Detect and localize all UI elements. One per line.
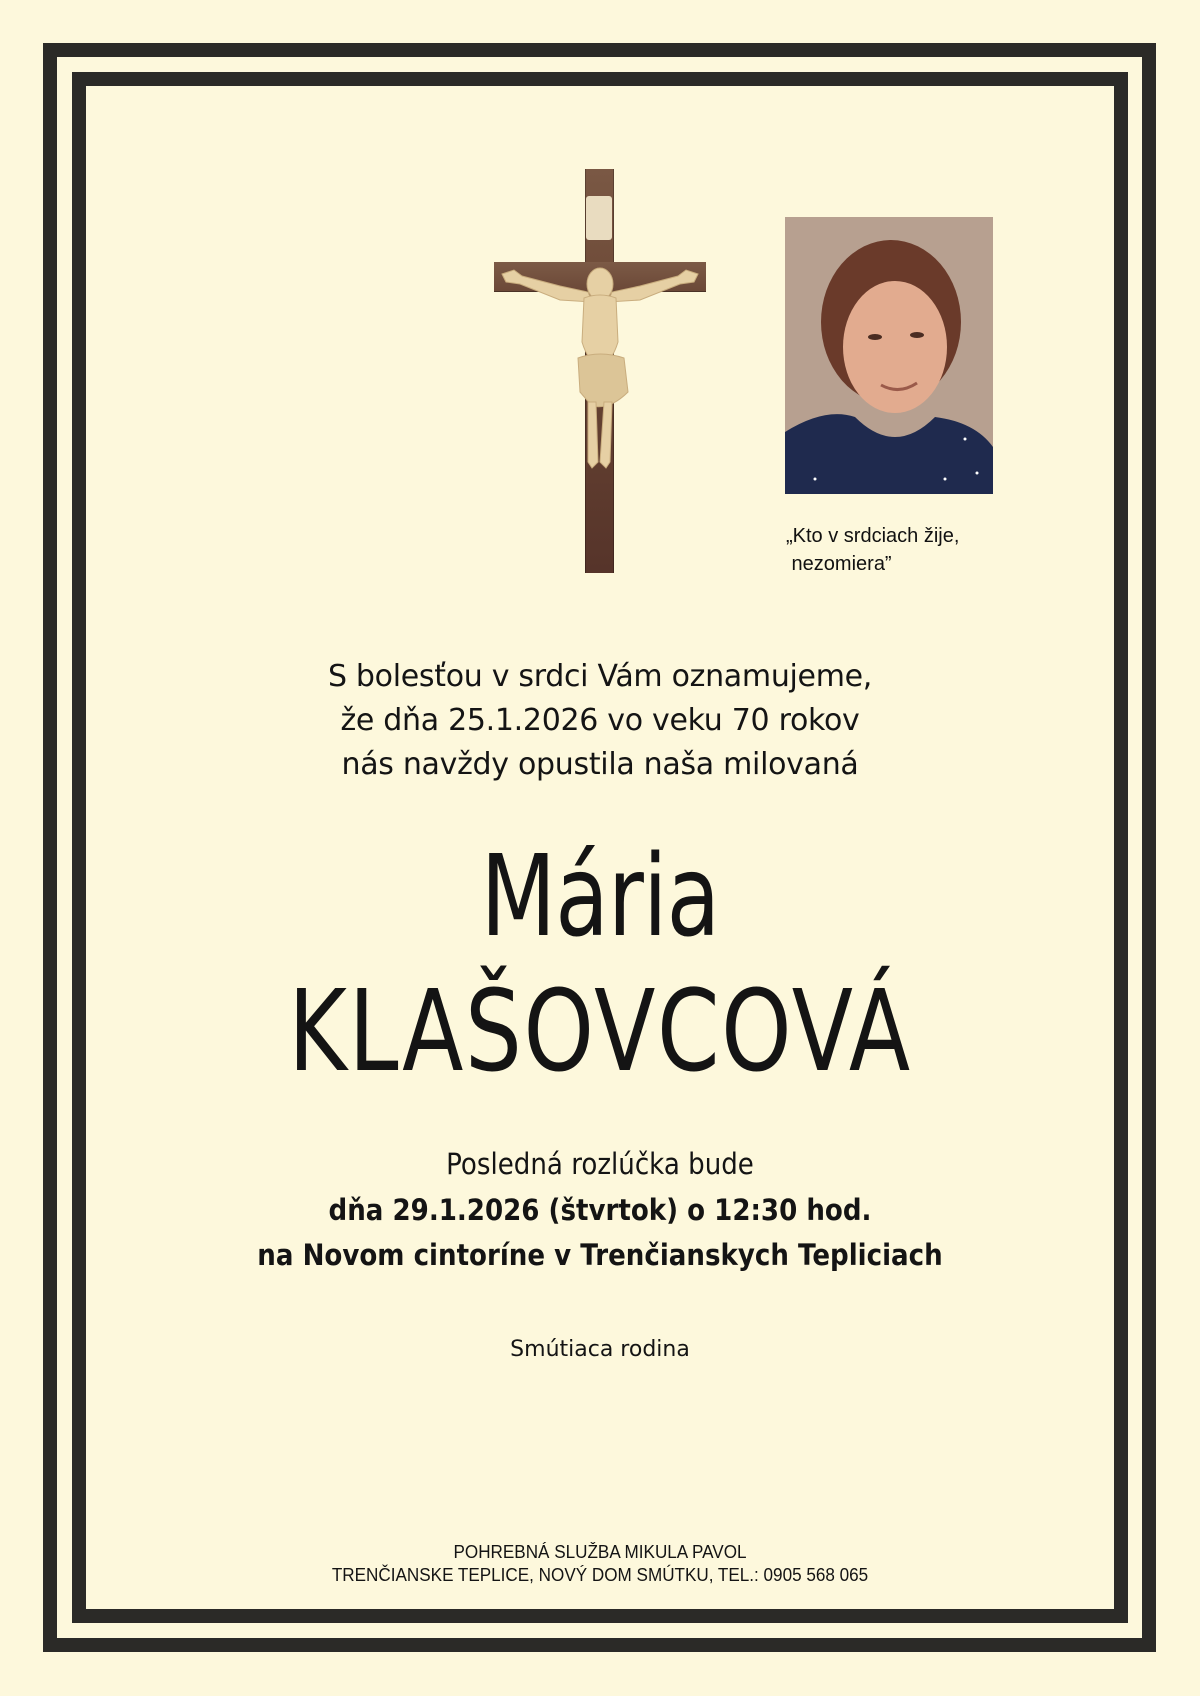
corpus-figure-icon [500, 262, 700, 472]
announcement-line-1: S bolesťou v srdci Vám oznamujeme, [327, 659, 873, 694]
announcement-line-3: nás navždy opustila naša milovaná [341, 747, 859, 782]
funeral-location: na Novom cintoríne v Trenčianskych Tepliciach [257, 1238, 943, 1272]
announcement-text [86, 655, 1114, 787]
quote-line-1: „Kto v srdciach žije, [786, 525, 960, 547]
footer-company: POHREBNÁ SLUŽBA MIKULA PAVOL [453, 1542, 747, 1562]
family-signature: Smútiaca rodina [510, 1337, 690, 1362]
portrait-photo [785, 217, 993, 494]
deceased-first-name: Mária [480, 832, 720, 962]
funeral-intro: Posledná rozlúčka bude [446, 1147, 754, 1181]
crucifix-image [0, 0, 1200, 600]
deceased-last-name: KLAŠOVCOVÁ [288, 967, 912, 1097]
funeral-date-time: dňa 29.1.2026 (štvrtok) o 12:30 hod. [328, 1193, 872, 1227]
quote-line-2: nezomiera” [786, 553, 892, 575]
funeral-service-footer [112, 1541, 1089, 1587]
memorial-quote [786, 522, 1046, 578]
footer-contact: TRENČIANSKE TEPLICE, NOVÝ DOM SMÚTKU, TEL.: 0905 568 065 [331, 1565, 869, 1585]
portrait-photo-icon [785, 217, 993, 494]
inri-scroll [586, 196, 612, 240]
announcement-line-2: že dňa 25.1.2026 vo veku 70 rokov [340, 703, 860, 738]
